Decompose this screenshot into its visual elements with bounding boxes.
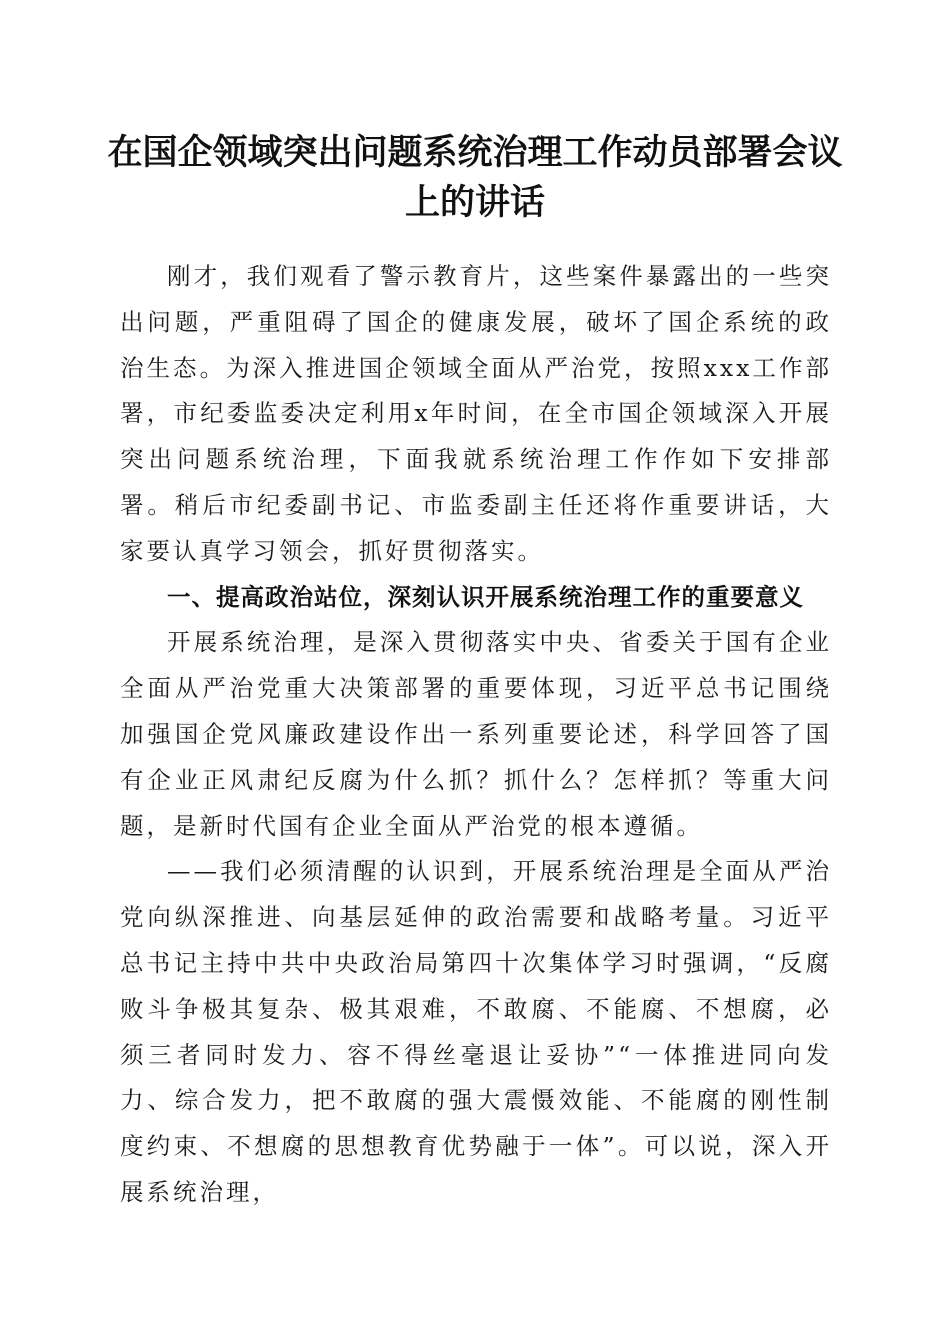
paragraph-strategic-need: ——我们必须清醒的认识到，开展系统治理是全面从严治党向纵深推进、向基层延伸的政治需要和战略考量。习近平总书记主持中共中央政治局第四十次集体学习时强调，“反腐败斗争极其复杂、极其艰难，不敢腐、不能腐、不想腐，必须三者同时发力、容不得丝毫退让妥协”“一体推进同向发力、综合发力，把不敢腐的强大震慑效能、不能腐的刚性制度约束、不想腐的思想教育优势融于一体”。可以说，深入开展系统治理， [120,857,832,1206]
paragraph-opening: 刚才，我们观看了警示教育片，这些案件暴露出的一些突出问题，严重阻碍了国企的健康发展，破坏了国企系统的政治生态。为深入推进国企领域全面从严治党，按照xxx工作部署，市纪委监委决定利用x年时间，在全市国企领域深入开展突出问题系统治理，下面我就系统治理工作作如下安排部署。稍后市纪委副书记、市监委副主任还将作重要讲话，大家要认真学习领会，抓好贯彻落实。 [120,262,832,565]
paragraph-significance: 开展系统治理，是深入贯彻落实中央、省委关于国有企业全面从严治党重大决策部署的重要体现，习近平总书记围绕加强国企党风廉政建设作出一系列重要论述，科学回答了国有企业正风肃纪反腐为什么抓？抓什么？怎样抓？等重大问题，是新时代国有企业全面从严治党的根本遵循。 [120,628,832,840]
document-title: 在国企领域突出问题系统治理工作动员部署会议上的讲话 [107,132,843,223]
document-body [120,254,832,1216]
section-heading-1: 一、提高政治站位，深刻认识开展系统治理工作的重要意义 [167,582,804,611]
